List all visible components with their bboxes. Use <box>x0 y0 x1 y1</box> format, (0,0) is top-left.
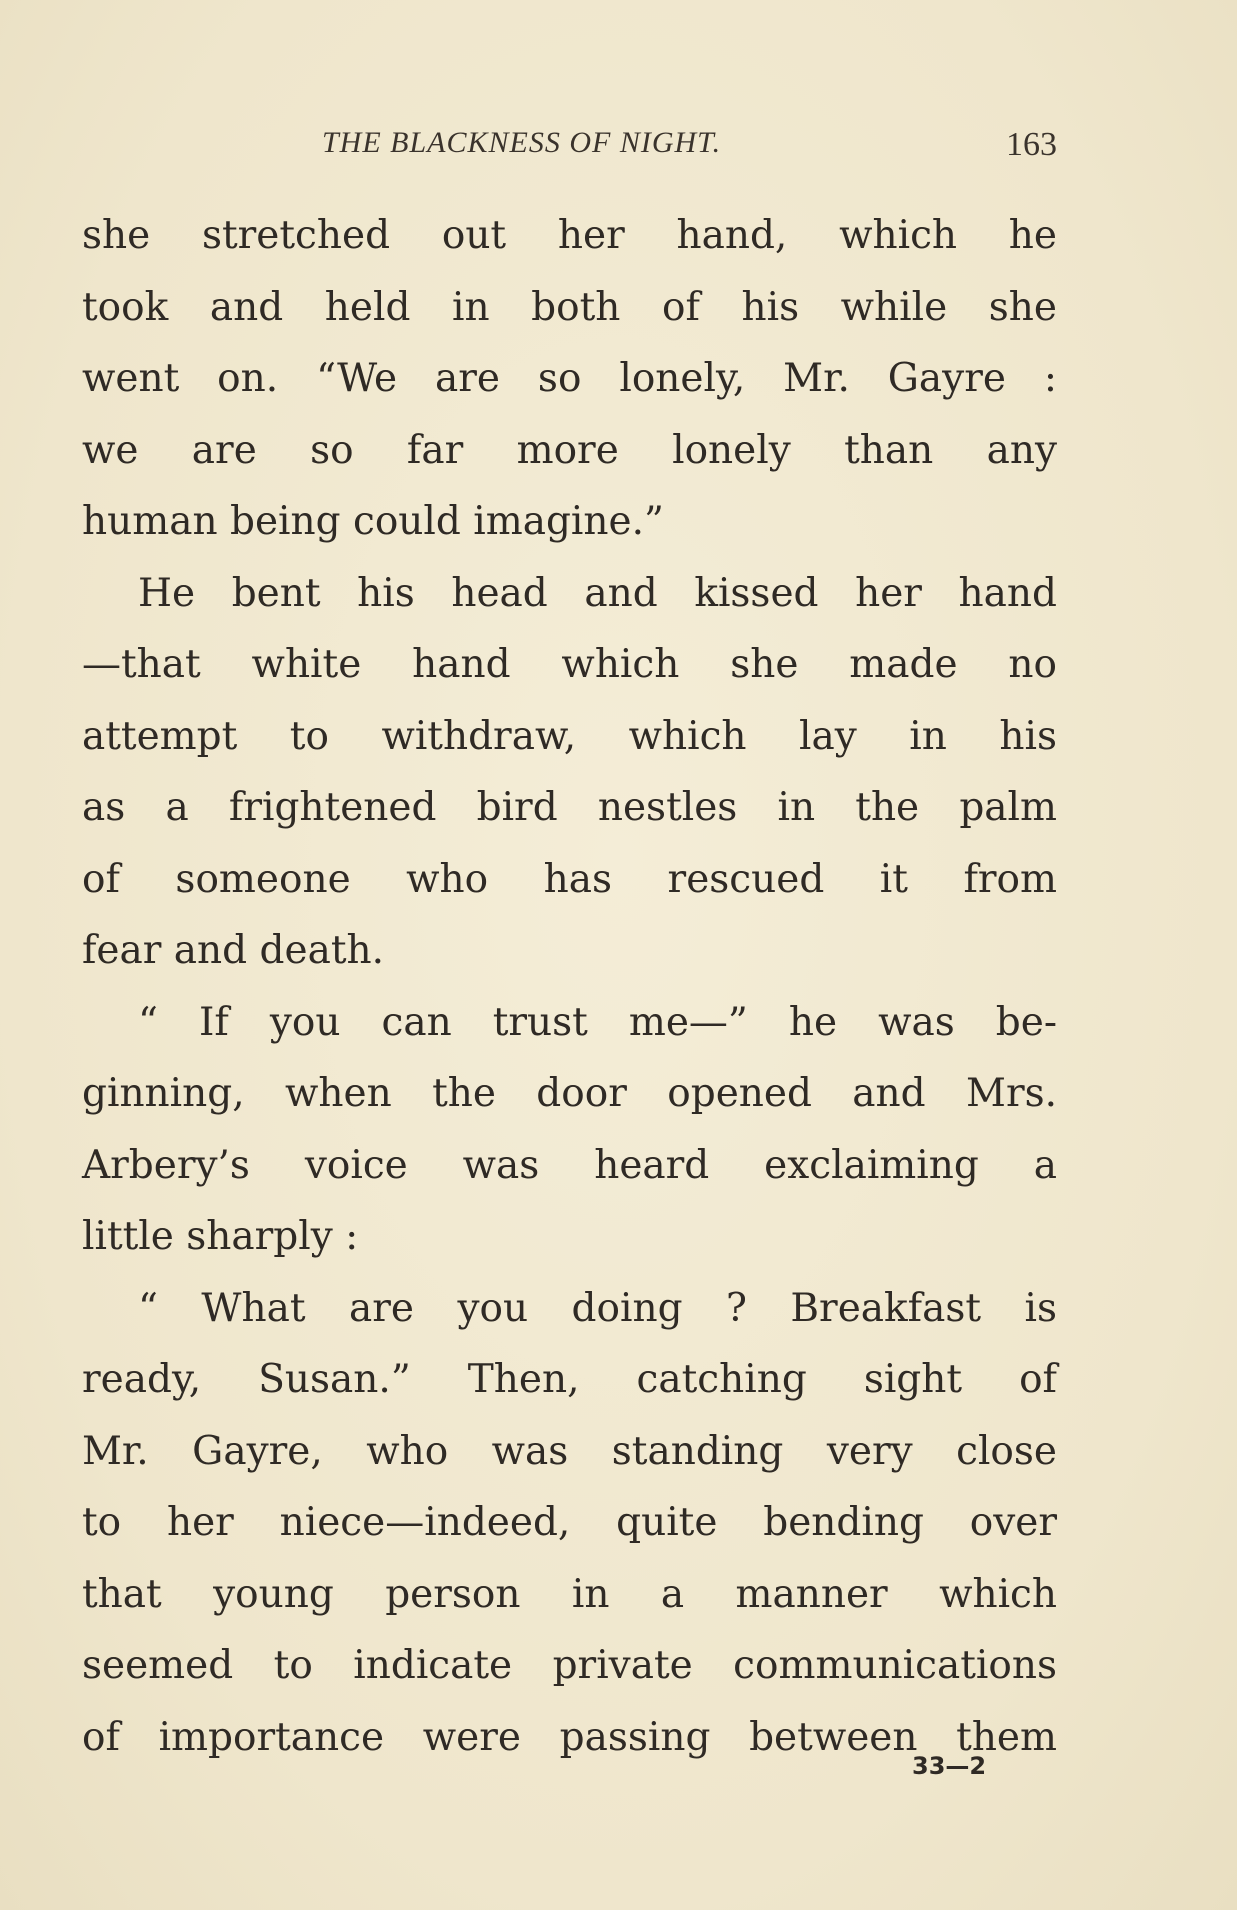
text-line: of importance were passing between them <box>82 1714 1057 1760</box>
text-line: to her niece—indeed, quite bending over <box>82 1500 1057 1545</box>
text-line: little sharply : <box>82 1214 359 1259</box>
text-line: Mr. Gayre, who was standing very close <box>82 1428 1057 1474</box>
page-number: 163 <box>1006 126 1057 163</box>
text-line: attempt to withdraw, which lay in his <box>82 713 1057 759</box>
text-line: He bent his head and kissed her hand <box>138 570 1057 616</box>
text-line: ready, Susan.” Then, catching sight of <box>82 1357 1057 1402</box>
text-line: of someone who has rescued it from <box>82 856 1057 902</box>
text-line: “ If you can trust me—” he was be- <box>138 999 1057 1045</box>
text-line: that young person in a manner which <box>82 1571 1057 1617</box>
text-line: seemed to indicate private communications <box>82 1643 1057 1688</box>
text-line: Arbery’s voice was heard exclaiming a <box>82 1142 1057 1188</box>
text-line: —that white hand which she made no <box>82 642 1057 687</box>
text-line: went on. “We are so lonely, Mr. Gayre : <box>82 356 1057 401</box>
signature-mark: 33—2 <box>912 1752 987 1780</box>
text-line: human being could imagine.” <box>82 499 664 544</box>
text-line: as a frightened bird nestles in the palm <box>82 785 1057 830</box>
text-line: she stretched out her hand, which he <box>82 213 1057 258</box>
text-line: we are so far more lonely than any <box>82 427 1057 473</box>
text-line: “ What are you doing ? Breakfast is <box>138 1285 1057 1331</box>
text-line: fear and death. <box>82 928 385 973</box>
page-header <box>82 122 1057 172</box>
body-text <box>82 200 1057 1773</box>
text-line: ginning, when the door opened and Mrs. <box>82 1071 1057 1116</box>
text-line: took and held in both of his while she <box>82 284 1057 330</box>
running-title: THE BLACKNESS OF NIGHT. <box>322 126 722 159</box>
